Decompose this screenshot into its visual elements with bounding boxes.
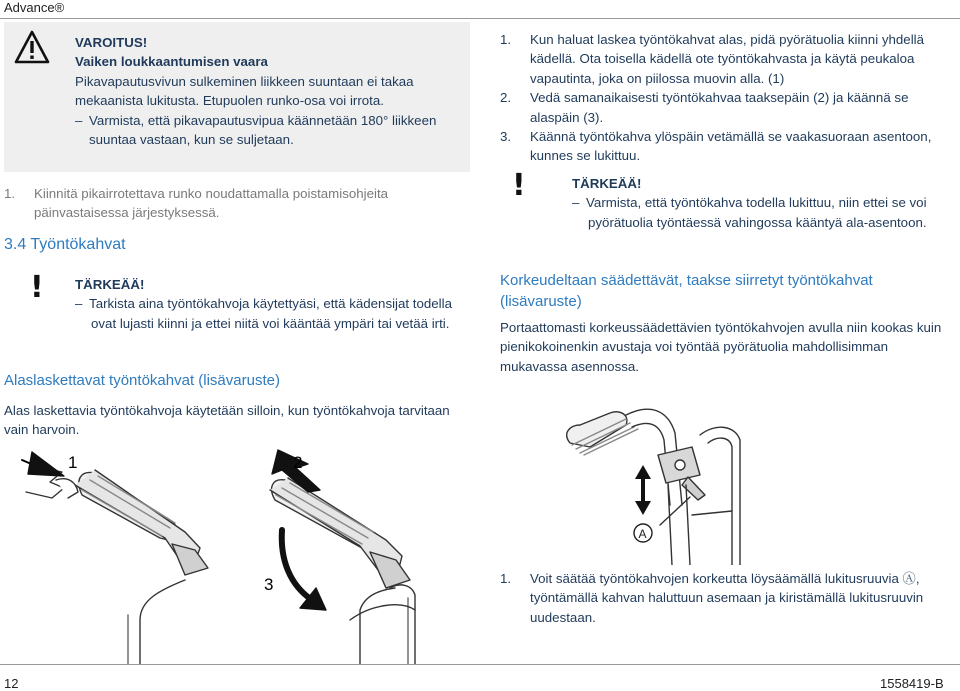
figure-left-label-3: 3 [264, 575, 274, 594]
left-step-1 [4, 184, 470, 223]
notice-right-title: TÄRKEÄÄ! [572, 176, 642, 191]
fold-handle-illustration [20, 440, 450, 665]
page-number: 12 [4, 676, 19, 691]
right-step-1: 1. Kun haluat laskea työntökahvat alas, pidä pyörätuolia kiinni yhdellä kädellä. Ota toisella kädellä ote työntökahvasta ja käytä peukaloa vapautinta, joka on piilossa muovin alla. (1) [500, 32, 924, 86]
right-steps [500, 30, 950, 166]
section-title-3-4: 3.4 Työntökahvat [4, 236, 126, 253]
header-rule [0, 18, 960, 19]
warning-body: Pikavapautusvivun sulkeminen liikkeen suuntaan ei takaa mekaanista lukitusta. Etupuolen runko-osa voi irrota. [75, 73, 414, 109]
notice-right-item: – Varmista, että työntökahva todella lukittuu, niin ettei se voi pyörätuolia työntäessä vahingossa kääntyä ala-asentoon. [572, 195, 927, 230]
height-adjust-illustration [540, 385, 760, 565]
right-step-adjust: 1. Voit säätää työntökahvojen korkeutta löysäämällä lukitusruuvia Ⓐ, työntämällä kahvan haluttuun asemaan ja kiristämällä lukitusruuvin uudestaan. [500, 571, 924, 625]
warning-item: – Varmista, että pikavapautusvipua käännetään 180° liikkeen suuntaa vastaan, kun se suljetaan. [75, 112, 437, 148]
warning-subtitle: Vaiken loukkaantumisen vaara [75, 54, 268, 70]
warning-title: VAROITUS! [75, 35, 148, 50]
notice-left-title: TÄRKEÄÄ! [75, 277, 145, 292]
right-step-2: 2. Vedä samanaikaisesti työntökahvaa taaksepäin (2) ja käännä se alaspäin (3). [500, 90, 909, 125]
warning-triangle-icon [14, 30, 50, 64]
fold-section-title: Alaslaskettavat työntökahvat (lisävaruste) [4, 372, 280, 389]
brand-header: Advance® [4, 0, 65, 15]
height-section-title: Korkeudeltaan säädettävät, taakse siirretyt työntökahvat (lisävaruste) [500, 272, 873, 310]
notice-left-mark: ! [30, 270, 44, 305]
warning-text [75, 33, 460, 149]
notice-right-mark: ! [512, 168, 526, 203]
height-section-intro: Portaattomasti korkeussäädettävien työntökahvojen avulla niin kookas kuin pienikokoinenkin avustaja voi työntää pyörätuolia mahdollisimman mukavassa asennossa. [500, 320, 942, 374]
footer-rule [0, 664, 960, 665]
right-step-3: 3. Käännä työntökahva ylöspäin vetämällä se vaakasuoraan asentoon, kunnes se lukittuu. [500, 129, 932, 164]
left-step-1-num: 1. [4, 186, 16, 201]
figure-left-label-2: 2 [293, 453, 303, 472]
notice-left-item: – Tarkista aina työntökahvoja käytettyäsi, että kädensijat todella ovat lujasti kiinni ja ettei niitä voi kääntää ympäri tai vetää irti. [75, 296, 452, 331]
figure-right-label-a: A [638, 527, 647, 541]
notice-left [75, 275, 465, 333]
fold-section-intro: Alas laskettavia työntökahvoja käytetään silloin, kun työntökahvoja tarvitaan vain harvoin. [4, 403, 450, 438]
figure-left-label-1: 1 [68, 453, 78, 472]
document-code: 1558419-B [880, 676, 944, 691]
notice-right [572, 174, 952, 232]
left-step-1-text: Kiinnitä pikairrotettava runko noudattamalla poistamisohjeita päinvastaisessa järjestyksessä. [34, 186, 389, 221]
